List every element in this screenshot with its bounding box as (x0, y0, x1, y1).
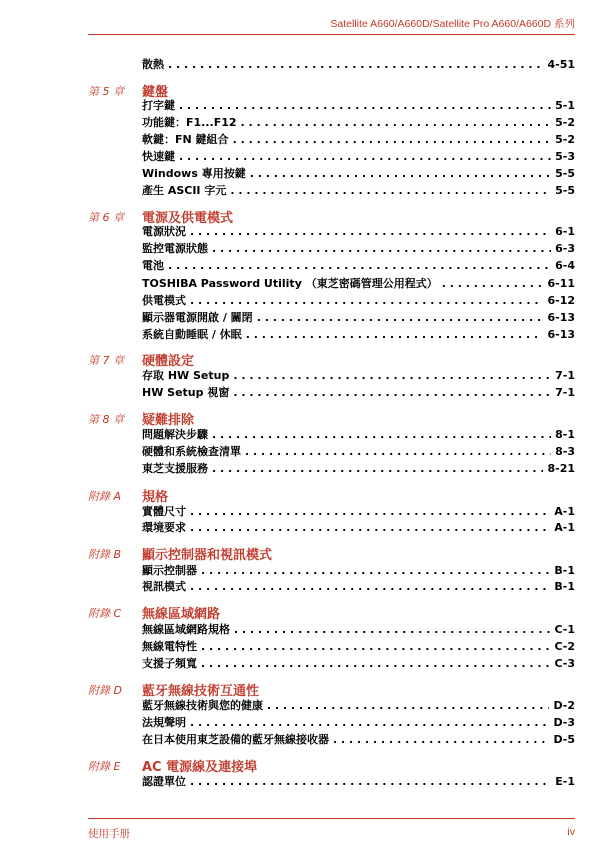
toc-entry-label: 顯示器電源開啟 / 關閉 (142, 311, 253, 324)
toc-entry-page: 6-4 (555, 259, 575, 272)
toc-entry-page: 5-1 (555, 99, 575, 112)
dot-leader (267, 699, 549, 712)
toc-entry[interactable] (142, 731, 575, 747)
toc-entry[interactable] (142, 257, 575, 273)
chapter-title[interactable]: AC 電源線及連接埠 (142, 760, 258, 775)
toc-entry[interactable] (142, 384, 575, 400)
chapter-number: 附錄 C (88, 607, 122, 620)
toc-entry-page: B-1 (554, 580, 575, 593)
toc-entry-label: HW Setup 視窗 (142, 386, 230, 399)
toc-entry-label: 快速鍵 (142, 150, 175, 163)
footer-rule (88, 818, 575, 819)
toc-entry-label: 系統自動睡眠 / 休眠 (142, 328, 242, 341)
toc-entry[interactable] (142, 655, 575, 671)
dot-leader (179, 99, 551, 112)
toc-entry-label: 法規聲明 (142, 716, 186, 729)
toc-entry-page: 6-12 (547, 294, 575, 307)
dot-leader (168, 259, 551, 272)
toc-entry-page: 5-5 (555, 167, 575, 180)
toc-entry[interactable] (142, 56, 575, 72)
chapter-number: 附錄 E (88, 760, 121, 773)
toc-entry[interactable] (142, 326, 575, 342)
toc-entry-page: 8-3 (555, 445, 575, 458)
dot-leader (257, 311, 544, 324)
chapter-number: 第 5 章 (88, 85, 124, 98)
dot-leader (190, 294, 543, 307)
dot-leader (190, 716, 549, 729)
toc-entry[interactable] (142, 165, 575, 181)
toc-entry-page: E-1 (555, 775, 575, 788)
toc-entry-label: Windows 專用按鍵 (142, 167, 246, 180)
dot-leader (168, 58, 543, 71)
toc-entry-page: A-1 (554, 505, 575, 518)
toc-entry-label: 顯示控制器 (142, 564, 197, 577)
dot-leader (190, 580, 550, 593)
toc-entry[interactable] (142, 97, 575, 113)
toc-entry-page: 7-1 (555, 386, 575, 399)
toc-entry-label: 無線電特性 (142, 640, 197, 653)
header-rule (88, 34, 575, 35)
toc-entry-page: D-5 (553, 733, 575, 746)
toc-entry-label: TOSHIBA Password Utility （東芝密碼管理公用程式） (142, 277, 438, 290)
footer-page-number: iv (567, 826, 575, 838)
toc-entry-label: 電源狀況 (142, 225, 186, 238)
toc-entry[interactable] (142, 275, 575, 291)
toc-entry-page: 7-1 (555, 369, 575, 382)
toc-entry[interactable] (142, 562, 575, 578)
toc-entry-page: D-2 (553, 699, 575, 712)
toc-entry-label: 軟鍵：FN 鍵組合 (142, 133, 229, 146)
toc-entry-label: 產生 ASCII 字元 (142, 184, 227, 197)
dot-leader (190, 225, 551, 238)
toc-entry-label: 支援子頻寬 (142, 657, 197, 670)
dot-leader (246, 328, 544, 341)
chapter-title[interactable]: 無線區域網路 (142, 607, 221, 622)
chapter-title[interactable]: 鍵盤 (142, 85, 169, 100)
dot-leader (179, 150, 551, 163)
chapter-title[interactable]: 顯示控制器和視訊模式 (142, 548, 273, 563)
toc-entry-page: 5-2 (555, 116, 575, 129)
toc-entry[interactable] (142, 182, 575, 198)
toc-entry-label: 環境要求 (142, 521, 186, 534)
dot-leader (245, 445, 551, 458)
toc-entry-page: 6-13 (547, 311, 575, 324)
toc-entry-label: 問題解決步驟 (142, 428, 208, 441)
toc-entry-label: 供電模式 (142, 294, 186, 307)
toc-entry[interactable] (142, 503, 575, 519)
dot-leader (212, 462, 543, 475)
dot-leader (212, 428, 551, 441)
toc-entry-label: 認證單位 (142, 775, 186, 788)
toc-entry-label: 監控電源狀態 (142, 242, 208, 255)
header-title: Satellite A660/A660D/Satellite Pro A660/A660D 系列 (330, 18, 575, 30)
toc-entry[interactable] (142, 773, 575, 789)
toc-entry-label: 在日本使用東芝設備的藍牙無線接收器 (142, 733, 329, 746)
chapter-number: 附錄 B (88, 548, 122, 561)
toc-entry-page: A-1 (554, 521, 575, 534)
chapter-number: 第 7 章 (88, 354, 124, 367)
toc-entry-label: 硬體和系統檢查清單 (142, 445, 241, 458)
toc-entry-label: 打字鍵 (142, 99, 175, 112)
toc-entry-label: 藍牙無線技術與您的健康 (142, 699, 263, 712)
toc-entry-page: B-1 (554, 564, 575, 577)
toc-entry-page: D-3 (553, 716, 575, 729)
dot-leader (442, 277, 544, 290)
toc-entry-label: 實體尺寸 (142, 505, 186, 518)
dot-leader (201, 564, 550, 577)
chapter-number: 第 6 章 (88, 211, 124, 224)
toc-entry-page: 6-3 (555, 242, 575, 255)
toc-entry-page: 5-3 (555, 150, 575, 163)
toc-entry-label: 散熱 (142, 58, 164, 71)
dot-leader (233, 133, 552, 146)
dot-leader (250, 167, 551, 180)
toc-entry-label: 東芝支援服務 (142, 462, 208, 475)
toc-entry[interactable] (142, 131, 575, 147)
toc-entry-page: 5-5 (555, 184, 575, 197)
toc-entry-label: 電池 (142, 259, 164, 272)
toc-entry[interactable] (142, 621, 575, 637)
toc-entry-page: 8-21 (547, 462, 575, 475)
toc-entry[interactable] (142, 578, 575, 594)
toc-entry-page: C-1 (554, 623, 575, 636)
toc-entry-label: 視訊模式 (142, 580, 186, 593)
toc-entry[interactable] (142, 148, 575, 164)
dot-leader (190, 505, 550, 518)
dot-leader (190, 521, 550, 534)
toc-entry-label: 無線區域網路規格 (142, 623, 230, 636)
toc-entry[interactable] (142, 638, 575, 654)
toc-entry[interactable] (142, 309, 575, 325)
toc-entry-page: C-3 (554, 657, 575, 670)
toc-entry[interactable] (142, 292, 575, 308)
chapter-title[interactable]: 藍牙無線技術互通性 (142, 684, 260, 699)
toc-entry-page: C-2 (554, 640, 575, 653)
dot-leader (233, 369, 551, 382)
dot-leader (201, 657, 550, 670)
toc-entry[interactable] (142, 697, 575, 713)
toc-entry-page: 8-1 (555, 428, 575, 441)
toc-entry[interactable] (142, 426, 575, 442)
toc-entry-page: 5-2 (555, 133, 575, 146)
toc-entry-page: 4-51 (547, 58, 575, 71)
chapter-number: 附錄 D (88, 684, 122, 697)
toc-entry[interactable] (142, 114, 575, 130)
toc-entry[interactable] (142, 714, 575, 730)
dot-leader (241, 116, 552, 129)
toc-entry[interactable] (142, 240, 575, 256)
dot-leader (333, 733, 549, 746)
footer-manual-name: 使用手册 (88, 828, 130, 840)
toc-entry-page: 6-13 (547, 328, 575, 341)
toc-entry-label: 功能鍵：F1...F12 (142, 116, 237, 129)
toc-entry[interactable] (142, 367, 575, 383)
dot-leader (234, 623, 550, 636)
dot-leader (212, 242, 551, 255)
toc-entry-label: 存取 HW Setup (142, 369, 230, 382)
chapter-title[interactable]: 規格 (142, 490, 169, 505)
toc-entry[interactable] (142, 223, 575, 239)
chapter-number: 附錄 A (88, 490, 122, 503)
chapter-title[interactable]: 硬體設定 (142, 354, 195, 369)
toc-entry[interactable] (142, 460, 575, 476)
chapter-title[interactable]: 疑難排除 (142, 413, 195, 428)
toc-entry-page: 6-1 (555, 225, 575, 238)
dot-leader (201, 640, 550, 653)
toc-entry[interactable] (142, 443, 575, 459)
toc-entry-page: 6-11 (547, 277, 575, 290)
chapter-number: 第 8 章 (88, 413, 124, 426)
toc-entry[interactable] (142, 519, 575, 535)
dot-leader (233, 386, 551, 399)
dot-leader (190, 775, 551, 788)
dot-leader (230, 184, 551, 197)
chapter-title[interactable]: 電源及供電模式 (142, 211, 234, 226)
